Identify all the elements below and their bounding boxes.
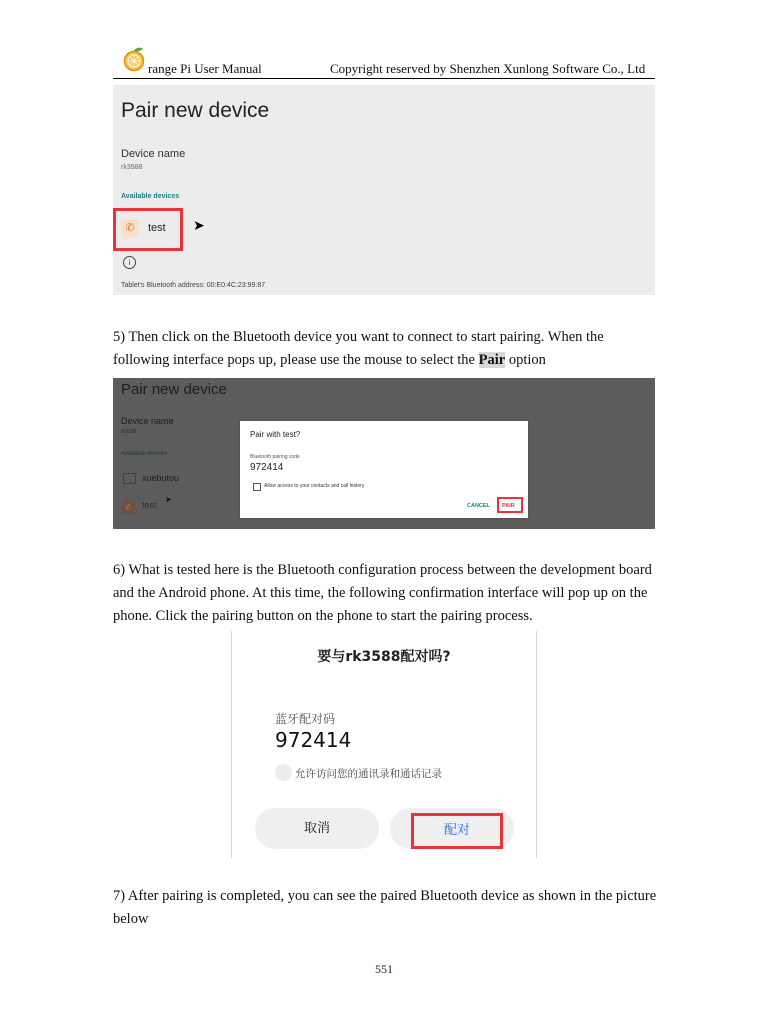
pair-keyword: Pair [478, 352, 506, 368]
phone-icon: ✆ [121, 219, 139, 237]
info-icon: i [123, 256, 136, 269]
laptop-icon [123, 473, 136, 484]
highlight-box [113, 208, 183, 251]
device-item-xuebutou[interactable]: xuebutou [142, 473, 180, 483]
pairing-code: 972414 [275, 728, 352, 752]
step-7-paragraph: 7) After pairing is completed, you can see the paired Bluetooth device as shown in the picture below [113, 888, 657, 927]
device-name-label: Device name [121, 148, 186, 160]
bluetooth-address: Tablet's Bluetooth address: 00:E0:4C:23:99:87 [121, 282, 266, 289]
screenshot-pair-new-device [113, 85, 655, 295]
allow-access-label: 允许访问您的通讯录和通话记录 [295, 768, 442, 780]
screenshot-pair-dialog [113, 378, 655, 529]
screenshot-phone-pair-confirm [231, 631, 537, 858]
header-rule [113, 78, 655, 79]
pairing-code-label: 蓝牙配对码 [275, 712, 336, 726]
dialog-title: Pair with test? [250, 430, 301, 439]
pair-dialog [240, 421, 528, 518]
device-name-label: Device name [121, 416, 174, 426]
available-devices-label: Available devices [121, 451, 168, 457]
cancel-button[interactable]: 取消 [255, 808, 379, 849]
allow-access-label: Allow access to your contacts and call history [264, 483, 365, 489]
mouse-cursor-icon: ➤ [193, 217, 205, 233]
pairing-code: 972414 [250, 462, 284, 473]
step-5-text: 5) Then click on the Bluetooth device you want to connect to start pairing. When the following interface pops up, please use the mouse to select the [113, 329, 604, 368]
header-title: range Pi User Manual [148, 61, 262, 76]
step-6-paragraph: 6) What is tested here is the Bluetooth configuration process between the development board and the Android phone. At this time, the following confirmation interface will pop up on the phone. Click the pairing button on the phone to start the pairing process. [113, 562, 652, 624]
screen-title: Pair new device [121, 99, 270, 122]
pair-button[interactable]: PAIR [502, 503, 515, 509]
mouse-cursor-icon: ➤ [165, 495, 172, 504]
step-5-text-end: option [505, 352, 546, 368]
screen-title: Pair new device [121, 381, 227, 398]
pairing-code-label: Bluetooth pairing code [250, 454, 300, 460]
step-5-paragraph [113, 326, 658, 372]
header-copyright: Copyright reserved by Shenzhen Xunlong Software Co., Ltd [330, 61, 646, 76]
device-name-value: rk3588 [121, 429, 137, 435]
allow-access-checkbox[interactable] [275, 764, 292, 781]
pair-button[interactable]: 配对 [411, 813, 503, 849]
page-number: 551 [375, 962, 393, 976]
phone-dialog-title: 要与rk3588配对吗? [317, 649, 451, 665]
device-item-test[interactable]: test [148, 222, 166, 234]
device-item-test[interactable]: test [142, 500, 157, 510]
phone-icon: ✆ [122, 501, 135, 514]
available-devices-label: Available devices [121, 193, 180, 200]
allow-access-checkbox[interactable] [253, 483, 261, 491]
device-name-value: rk3588 [121, 164, 143, 171]
orange-logo-icon [122, 46, 146, 72]
cancel-button[interactable]: CANCEL [467, 503, 490, 509]
